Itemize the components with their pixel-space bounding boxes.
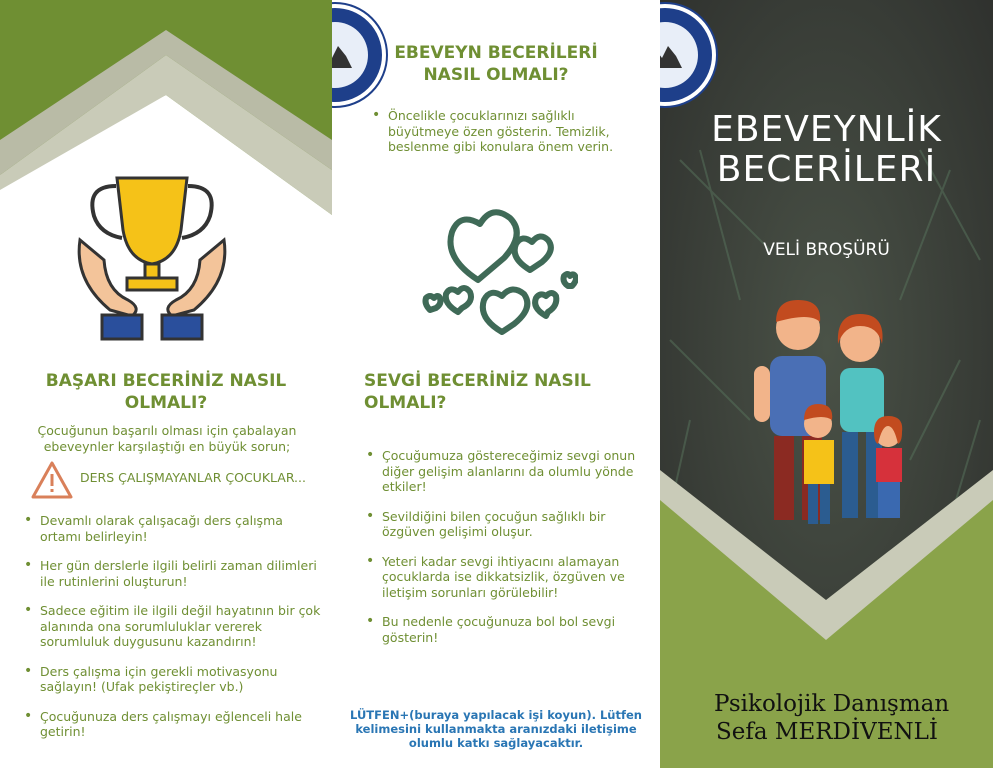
love-heading: SEVGİ BECERİNİZ NASIL OLMALI?	[364, 371, 591, 413]
love-list	[364, 448, 644, 659]
list-item: • Bu nedenle çocuğunuza bol bol sevgi gösterin!	[364, 614, 644, 645]
panel-middle	[332, 0, 660, 768]
warning-text: DERS ÇALIŞMAYANLAR ÇOCUKLAR...	[80, 470, 306, 485]
success-list	[22, 513, 322, 754]
list-item: • Her gün derslerle ilgili belirli zaman dilimleri ile rutinlerini oluşturun!	[22, 558, 322, 589]
list-item: • Öncelikle çocuklarınızı sağlıklı büyütmeye özen gösterin. Temizlik, beslenme gibi konulara önem verin.	[370, 108, 620, 155]
list-item: • Çocuğunuza ders çalışmayı eğlenceli hale getirin!	[22, 709, 322, 740]
trophy-icon	[72, 170, 232, 345]
panel-cover	[660, 0, 993, 768]
panel-left	[0, 0, 332, 768]
counselor-signature	[670, 684, 988, 760]
sign-title: Psikolojik Danışman	[714, 691, 950, 717]
list-item: • Yeteri kadar sevgi ihtiyacını alamayan çocuklarda ise dikkatsizlik, özgüven ve iletişim sorunları görülebilir!	[364, 554, 644, 601]
parenting-heading: EBEVEYN BECERİLERİ NASIL OLMALI?	[394, 43, 598, 85]
cover-title-line2: BECERİLERİ	[716, 149, 937, 190]
list-item: • Çocuğumuza göstereceğimiz sevgi onun diğer gelişim alanlarını da olumlu yönde etkiler!	[364, 448, 644, 495]
list-item: • Devamlı olarak çalışacağı ders çalışma ortamı belirleyin!	[22, 513, 322, 544]
success-heading: BAŞARI BECERİNİZ NASIL OLMALI?	[45, 371, 287, 413]
hearts-icon	[418, 200, 578, 350]
family-illustration	[748, 300, 918, 540]
cover-subtitle: VELİ BROŞÜRÜ	[763, 240, 890, 260]
list-item: • Sadece eğitim ile ilgili değil hayatının bir çok alanında ona sorumluluklar vererek sorumluluk duygusunu kazandırın!	[22, 603, 322, 650]
warning-icon	[30, 460, 74, 500]
list-item: • Ders çalışma için gerekli motivasyonu sağlayın! (Ufak pekiştireçler vb.)	[22, 664, 322, 695]
list-item: • Sevildiğini bilen çocuğun sağlıklı bir özgüven gelişimi oluşur.	[364, 509, 644, 540]
parenting-list	[370, 108, 620, 169]
cover-title-line1: EBEVEYNLİK	[711, 109, 942, 150]
success-intro: Çocuğunun başarılı olması için çabalayan ebeveynler karşılaştığı en büyük sorun;	[37, 423, 297, 454]
cover-title	[660, 110, 993, 190]
note-text: LÜTFEN+(buraya yapılacak işi koyun). Lütfen kelimesini kullanmakta aranızdaki iletişime olumlu katkı sağlayacaktır.	[350, 708, 642, 750]
sign-name: Sefa MERDİVENLİ	[716, 719, 938, 745]
